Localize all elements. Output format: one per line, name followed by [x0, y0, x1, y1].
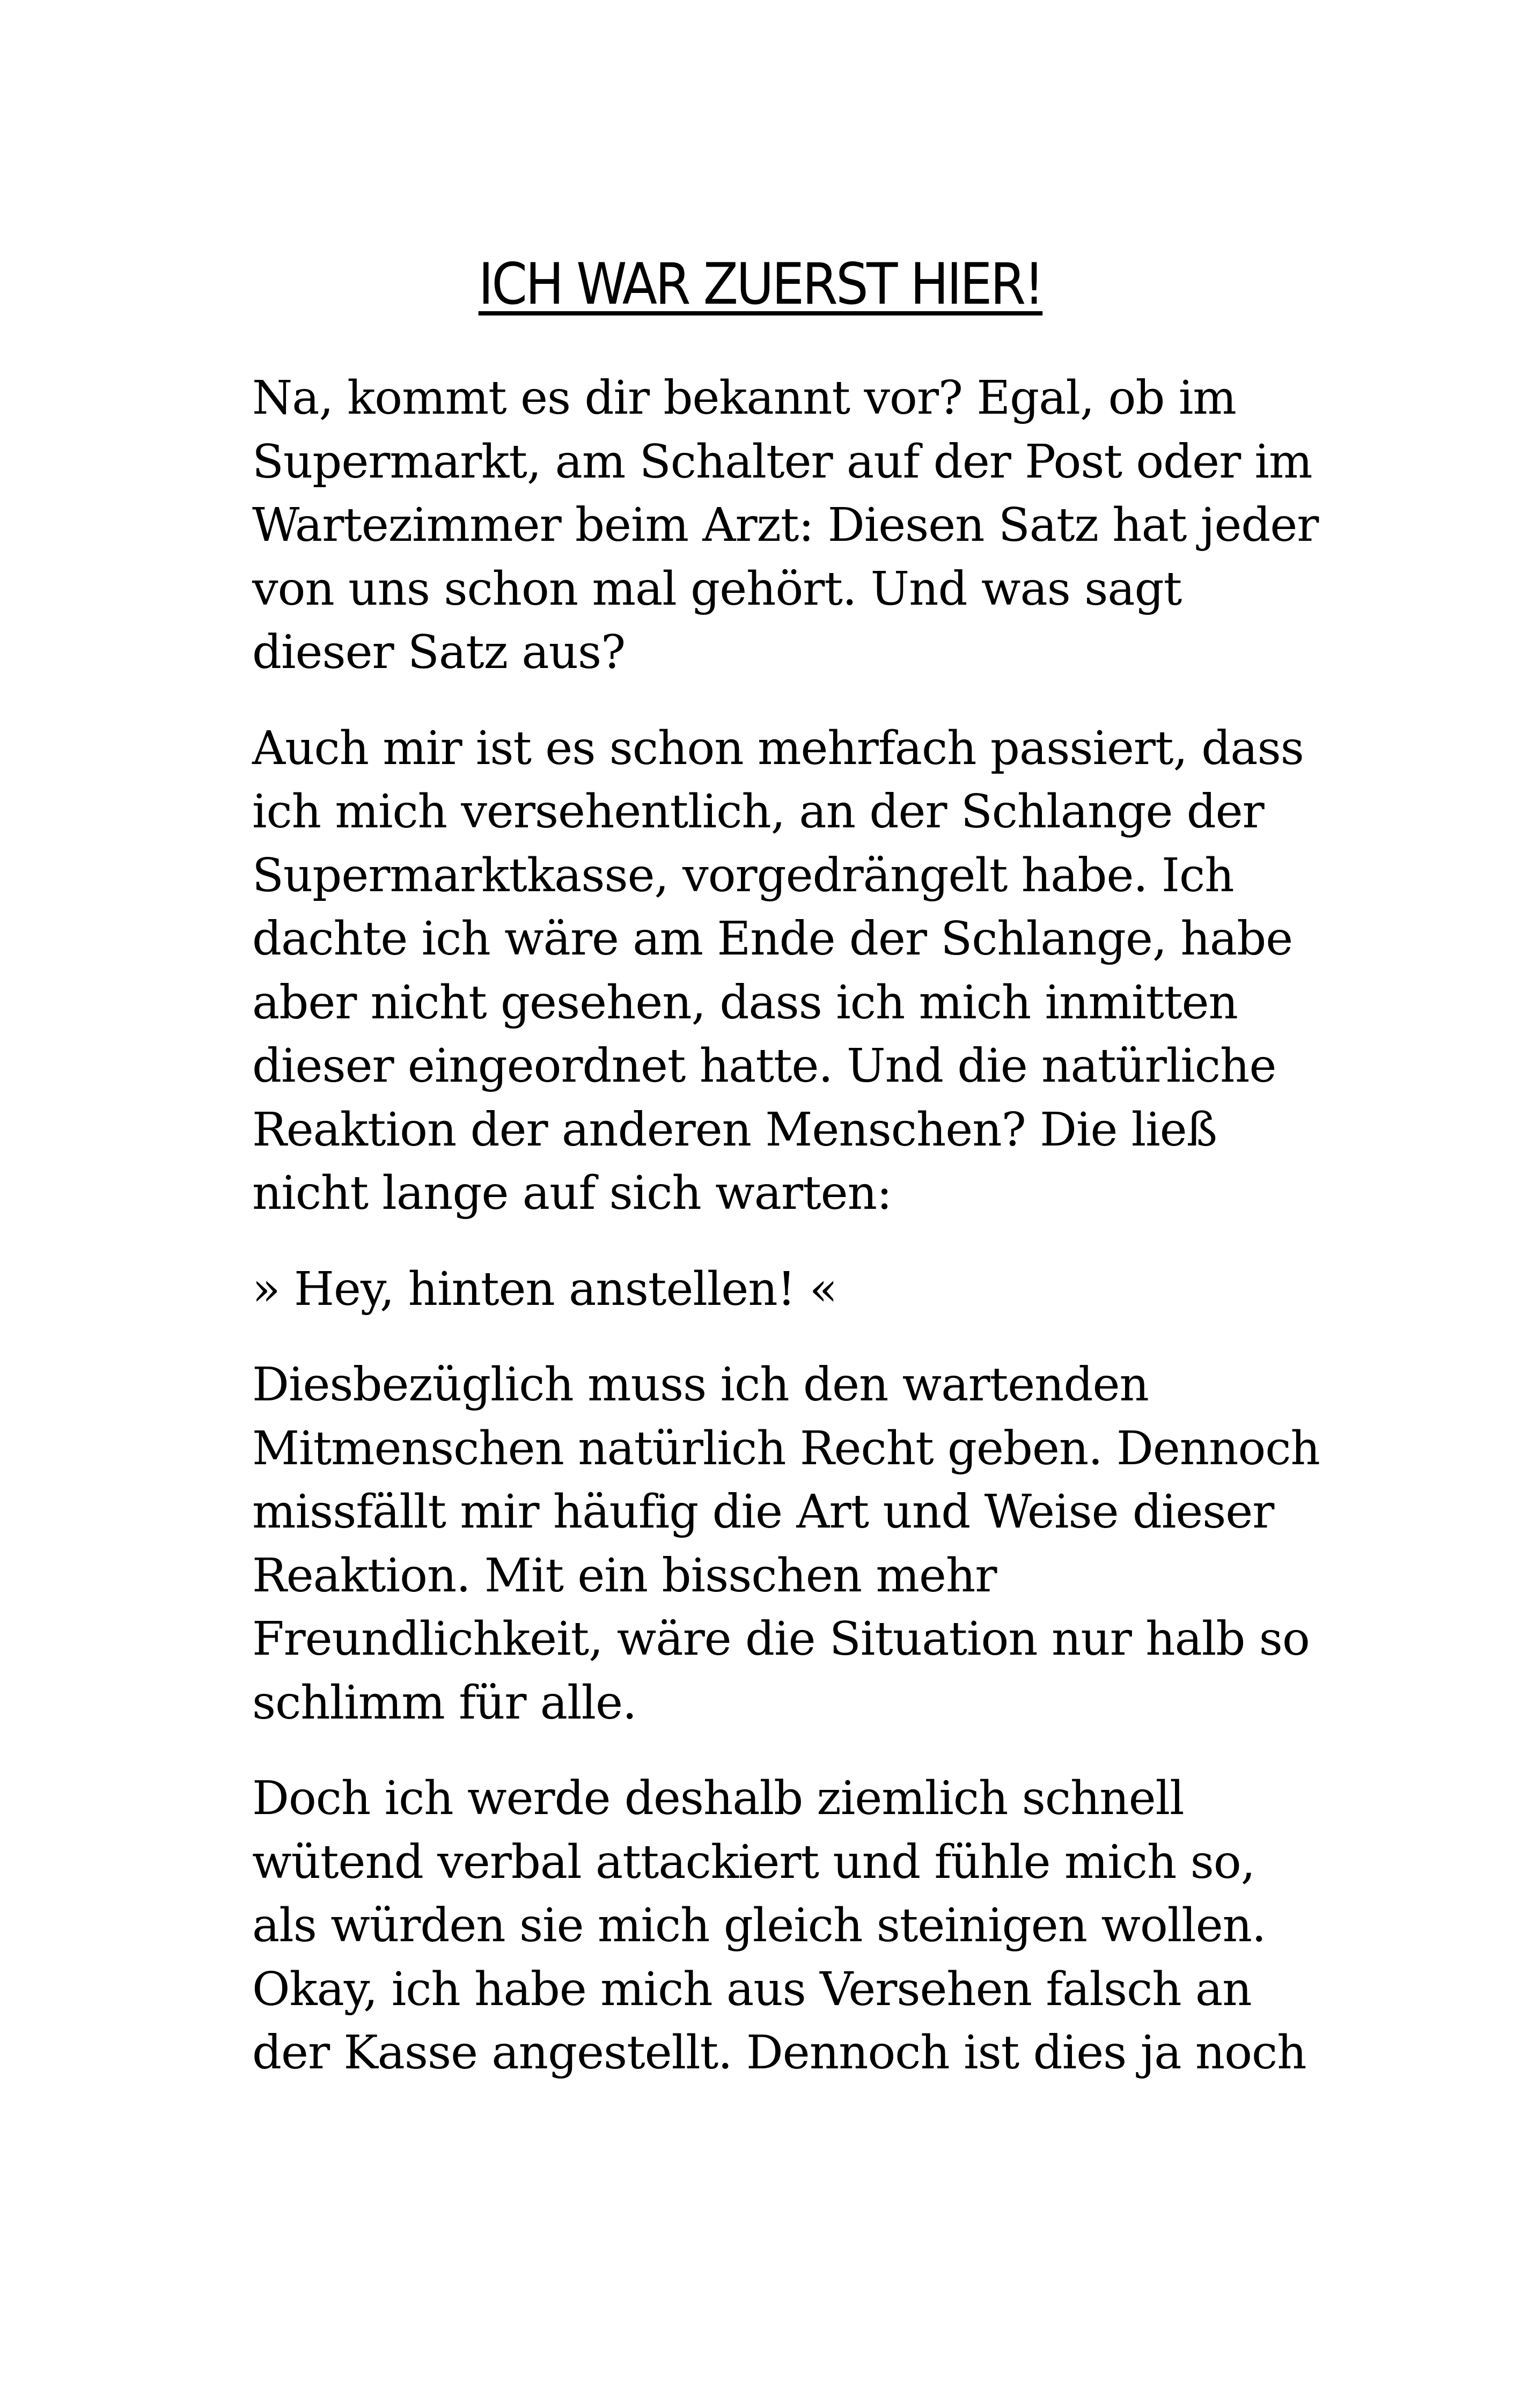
paragraph-5 — [252, 1767, 1306, 2085]
text-line: Supermarkt, am Schalter auf der Post oder im — [252, 435, 1312, 489]
text-line: Mitmenschen natürlich Recht geben. Dennoch — [252, 1421, 1320, 1475]
text-line: Freundlichkeit, wäre die Situation nur halb so — [252, 1612, 1310, 1666]
body-text — [252, 366, 1320, 2085]
text-line: dieser eingeordnet hatte. Und die natürliche — [252, 1039, 1276, 1093]
text-line: Auch mir ist es schon mehrfach passiert, dass — [252, 721, 1304, 775]
text-line: Reaktion der anderen Menschen? Die ließ — [252, 1103, 1217, 1157]
paragraph-2 — [252, 717, 1304, 1225]
page-title-text: ICH WAR ZUERST HIER! — [478, 251, 1043, 317]
text-line: Reaktion. Mit ein bisschen mehr — [252, 1548, 997, 1603]
paragraph-1 — [252, 366, 1319, 685]
text-line: Wartezimmer beim Arzt: Diesen Satz hat jeder — [252, 498, 1319, 552]
text-line: schlimm für alle. — [252, 1676, 637, 1730]
text-line: als würden sie mich gleich steinigen wollen. — [252, 1899, 1266, 1952]
page-title — [76, 249, 1445, 319]
text-line: von uns schon mal gehört. Und was sagt — [252, 562, 1182, 616]
text-line: nicht lange auf sich warten: — [252, 1166, 892, 1220]
text-line: Doch ich werde deshalb ziemlich schnell — [252, 1772, 1184, 1825]
text-line: aber nicht gesehen, dass ich mich inmitten — [252, 975, 1238, 1030]
text-line: dieser Satz aus? — [252, 626, 626, 679]
text-line: missfällt mir häufig die Art und Weise dieser — [252, 1485, 1274, 1539]
text-line: wütend verbal attackiert und fühle mich so, — [252, 1835, 1255, 1889]
paragraph-4 — [252, 1353, 1320, 1735]
text-line: Na, kommt es dir bekannt vor? Egal, ob im — [252, 371, 1236, 425]
paragraph-3-quote — [252, 1258, 1293, 1322]
text-line: ich mich versehentlich, an der Schlange der — [252, 785, 1264, 839]
text-line: Okay, ich habe mich aus Versehen falsch an — [252, 1962, 1252, 2016]
text-line: Diesbezüglich muss ich den wartenden — [252, 1358, 1149, 1412]
text-line: dachte ich wäre am Ende der Schlange, habe — [252, 912, 1293, 966]
quote-line: » Hey, hinten anstellen! « — [252, 1262, 837, 1316]
text-line: Supermarktkasse, vorgedrängelt habe. Ich — [252, 848, 1234, 902]
text-line: der Kasse angestellt. Dennoch ist dies ja noch — [252, 2026, 1306, 2080]
